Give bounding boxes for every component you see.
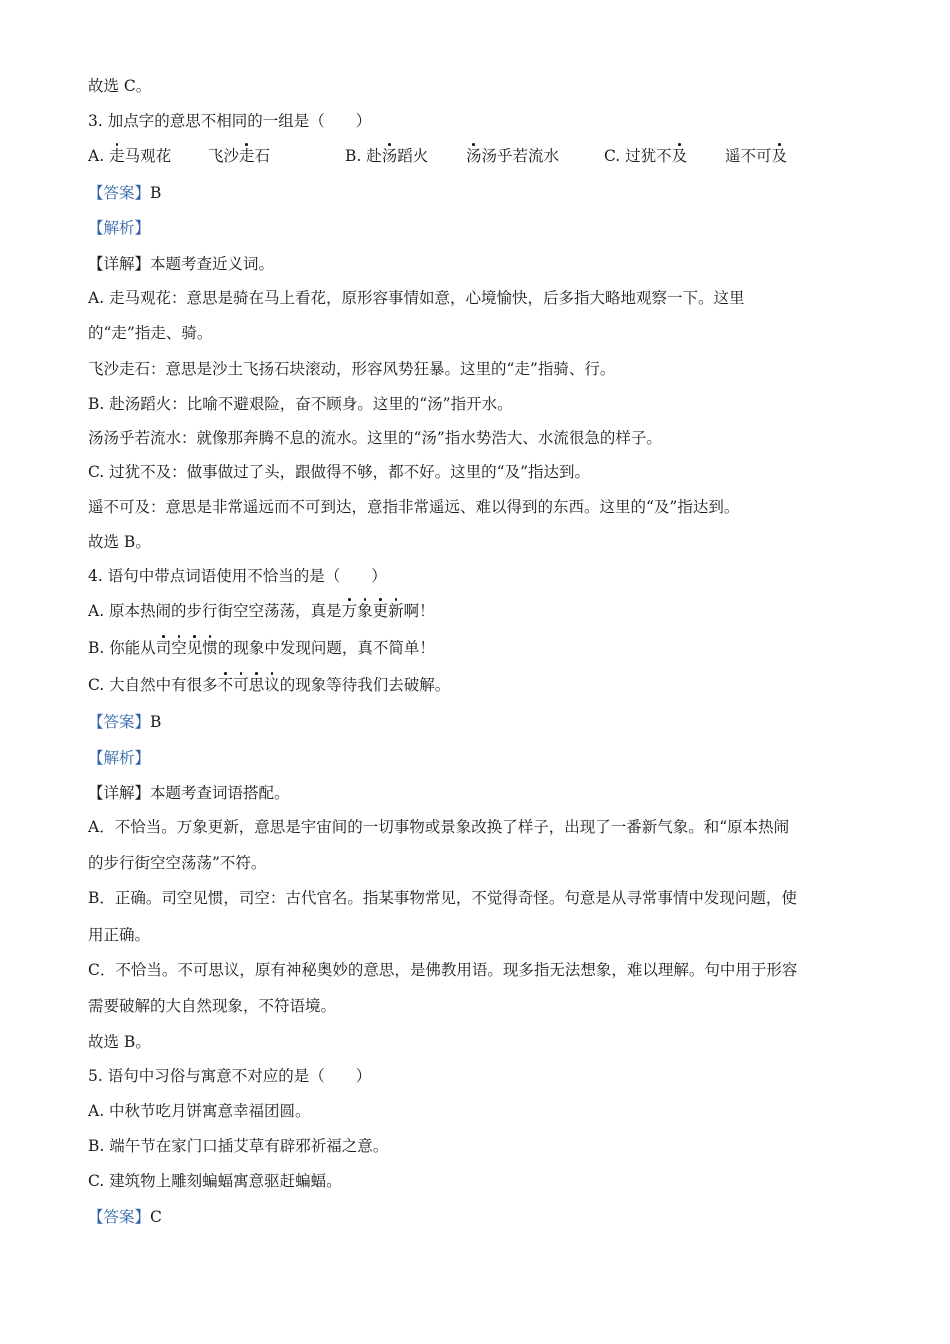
dotted-char: 更 (372, 602, 389, 620)
q3-option-a2: 飞沙走石 (208, 147, 271, 165)
question-5-stem: 5. 语句中习俗与寓意不对应的是（ ） (88, 1067, 372, 1085)
explanation-line: 遥不可及：意思是非常遥远而不可到达，意指非常遥远、难以得到的东西。这里的“及”指达到。 (88, 498, 740, 516)
question-4-stem: 4. 语句中带点词语使用不恰当的是（ ） (88, 567, 387, 585)
explanation-line: 汤汤乎若流水：就像那奔腾不息的流水。这里的“汤”指水势浩大、水流很急的样子。 (88, 429, 662, 447)
dotted-char: 新 (388, 602, 404, 620)
conclusion-line: 故选 B。 (88, 1033, 151, 1051)
explanation-line: C. 过犹不及：做事做过了头，跟做得不够，都不好。这里的“及”指达到。 (88, 463, 591, 481)
dotted-char: 空 (171, 639, 187, 657)
answer-tag: 【答案】 (88, 1208, 151, 1226)
answer-line: 【答案】C (88, 1208, 162, 1226)
answer-tag: 【答案】 (88, 713, 151, 731)
detail-line: 【详解】本题考查词语搭配。 (88, 784, 290, 802)
detail-line: 【详解】本题考查近义词。 (88, 255, 275, 273)
q3-option-c1: C. 过犹不及 (604, 147, 688, 165)
explanation-line: C．不恰当。不可思议，原有神秘奥妙的意思，是佛教用语。现多指无法想象，难以理解。句中用于形容 (88, 961, 798, 979)
q3-option-a1: A. 走马观花 (88, 147, 172, 165)
dotted-char: 走 (239, 147, 255, 165)
explanation-line: 的“走”指走、骑。 (88, 324, 213, 342)
q5-option-a: A. 中秋节吃月饼寓意幸福团圆。 (88, 1102, 311, 1120)
q3-option-b2: 汤汤乎若流水 (466, 147, 560, 165)
q4-option-a: A. 原本热闹的步行街空空荡荡，真是万象更新啊！ (88, 602, 435, 620)
explanation-line: A．不恰当。万象更新，意思是宇宙间的一切事物或景象改换了样子，出现了一番新气象。和“原本热闹 (88, 818, 790, 836)
dotted-char: 见 (186, 639, 203, 657)
analysis-tag: 【解析】 (88, 749, 151, 767)
dotted-char: 走 (109, 147, 125, 165)
dotted-char: 惯 (202, 639, 218, 657)
analysis-tag: 【解析】 (88, 219, 151, 237)
dotted-char: 可 (233, 676, 249, 694)
dotted-char: 及 (671, 147, 688, 165)
q4-option-c: C. 大自然中有很多不可思议的现象等待我们去破解。 (88, 676, 451, 694)
dotted-char: 汤 (466, 147, 482, 165)
explanation-line: 的步行街空空荡荡”不符。 (88, 854, 267, 872)
dotted-char: 象 (357, 602, 373, 620)
q5-option-b: B. 端午节在家门口插艾草有辟邪祈福之意。 (88, 1137, 389, 1155)
dotted-char: 汤 (381, 147, 398, 165)
dotted-char: 不 (217, 676, 234, 694)
question-3-stem: 3. 加点字的意思不相同的一组是（ ） (88, 112, 372, 130)
conclusion-line: 故选 C。 (88, 77, 152, 95)
answer-line: 【答案】B (88, 184, 162, 202)
q5-option-c: C. 建筑物上雕刻蝙蝠寓意驱赶蝙蝠。 (88, 1172, 342, 1190)
q4-option-b: B. 你能从司空见惯的现象中发现问题，真不简单！ (88, 639, 435, 657)
dotted-char: 司 (155, 639, 172, 657)
explanation-line: 用正确。 (88, 926, 151, 944)
q3-option-c2: 遥不可及 (725, 147, 788, 165)
dotted-char: 及 (771, 147, 788, 165)
q3-option-b1: B. 赴汤蹈火 (345, 147, 429, 165)
dotted-char: 万 (341, 602, 358, 620)
explanation-line: B. 赴汤蹈火：比喻不避艰险，奋不顾身。这里的“汤”指开水。 (88, 395, 513, 413)
dotted-char: 思 (248, 676, 265, 694)
answer-line: 【答案】B (88, 713, 162, 731)
explanation-line: A. 走马观花：意思是骑在马上看花，原形容事情如意，心境愉快，后多指大略地观察一下。这里 (88, 289, 745, 307)
explanation-line: 飞沙走石：意思是沙土飞扬石块滚动，形容风势狂暴。这里的“走”指骑、行。 (88, 360, 616, 378)
dotted-char: 议 (264, 676, 280, 694)
conclusion-line: 故选 B。 (88, 533, 151, 551)
explanation-line: 需要破解的大自然现象，不符语境。 (88, 997, 337, 1015)
answer-tag: 【答案】 (88, 184, 151, 202)
explanation-line: B．正确。司空见惯，司空：古代官名。指某事物常见，不觉得奇怪。句意是从寻常事情中发现问题，使 (88, 889, 797, 907)
